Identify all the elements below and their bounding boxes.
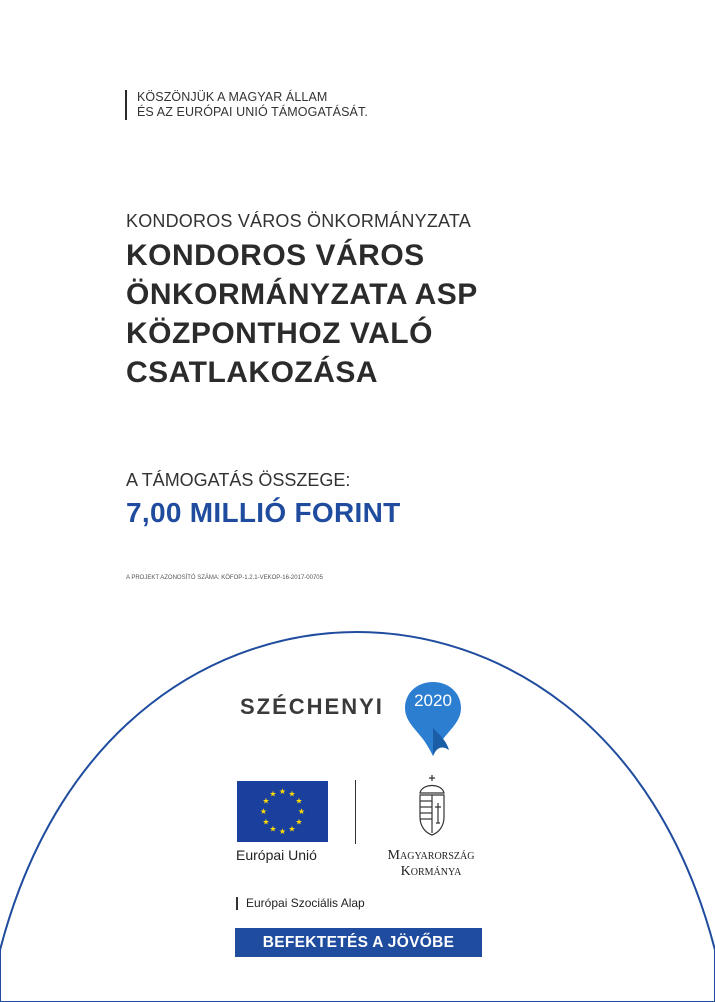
thanks-line-1: KÖSZÖNJÜK A MAGYAR ÁLLAM — [137, 90, 328, 104]
svg-text:★: ★ — [269, 789, 277, 799]
support-amount: 7,00 MILLIÓ FORINT — [126, 497, 401, 528]
svg-text:★: ★ — [278, 787, 287, 796]
project-id: A PROJEKT AZONOSÍTÓ SZÁMA: KÖFOP-1.2.1-VEKOP-16-2017-00705 — [126, 575, 323, 581]
support-amount-label: A TÁMOGATÁS ÖSSZEGE: — [126, 470, 351, 490]
project-title-line-1: KONDOROS VÁROS — [126, 239, 425, 272]
beneficiary-name: KONDOROS VÁROS ÖNKORMÁNYZATA — [126, 211, 471, 231]
svg-text:★: ★ — [295, 796, 303, 806]
hungarian-coat-of-arms-icon — [412, 773, 452, 841]
szechenyi-logo-text: SZÉCHENYI — [240, 694, 384, 719]
svg-text:★: ★ — [288, 824, 296, 834]
project-title-line-3: KÖZPONTHOZ VALÓ — [126, 317, 433, 350]
svg-text:★: ★ — [295, 817, 303, 827]
svg-text:★: ★ — [262, 796, 270, 806]
government-label-line-1: Magyarország — [387, 848, 475, 863]
eu-label: Európai Unió — [236, 847, 317, 863]
project-title-line-4: CSATLAKOZÁSA — [126, 356, 379, 389]
government-label-line-2: Kormánya — [400, 864, 462, 879]
eu-flag-icon — [237, 781, 328, 842]
logo-divider — [355, 780, 356, 844]
project-title-line-2: ÖNKORMÁNYZATA ASP — [126, 278, 478, 311]
fund-label: Európai Szociális Alap — [236, 897, 365, 910]
svg-text:★: ★ — [259, 807, 268, 816]
thanks-line-2: ÉS AZ EURÓPAI UNIÓ TÁMOGATÁSÁT. — [137, 105, 368, 119]
svg-text:★: ★ — [297, 807, 306, 816]
svg-text:★: ★ — [288, 789, 296, 799]
slogan-banner: BEFEKTETÉS A JÖVŐBE — [235, 928, 482, 957]
szechenyi-year: 2020 — [414, 691, 452, 710]
thanks-statement — [125, 90, 368, 120]
svg-text:★: ★ — [269, 824, 277, 834]
svg-text:★: ★ — [278, 827, 287, 836]
svg-text:★: ★ — [262, 817, 270, 827]
project-title — [126, 236, 566, 392]
